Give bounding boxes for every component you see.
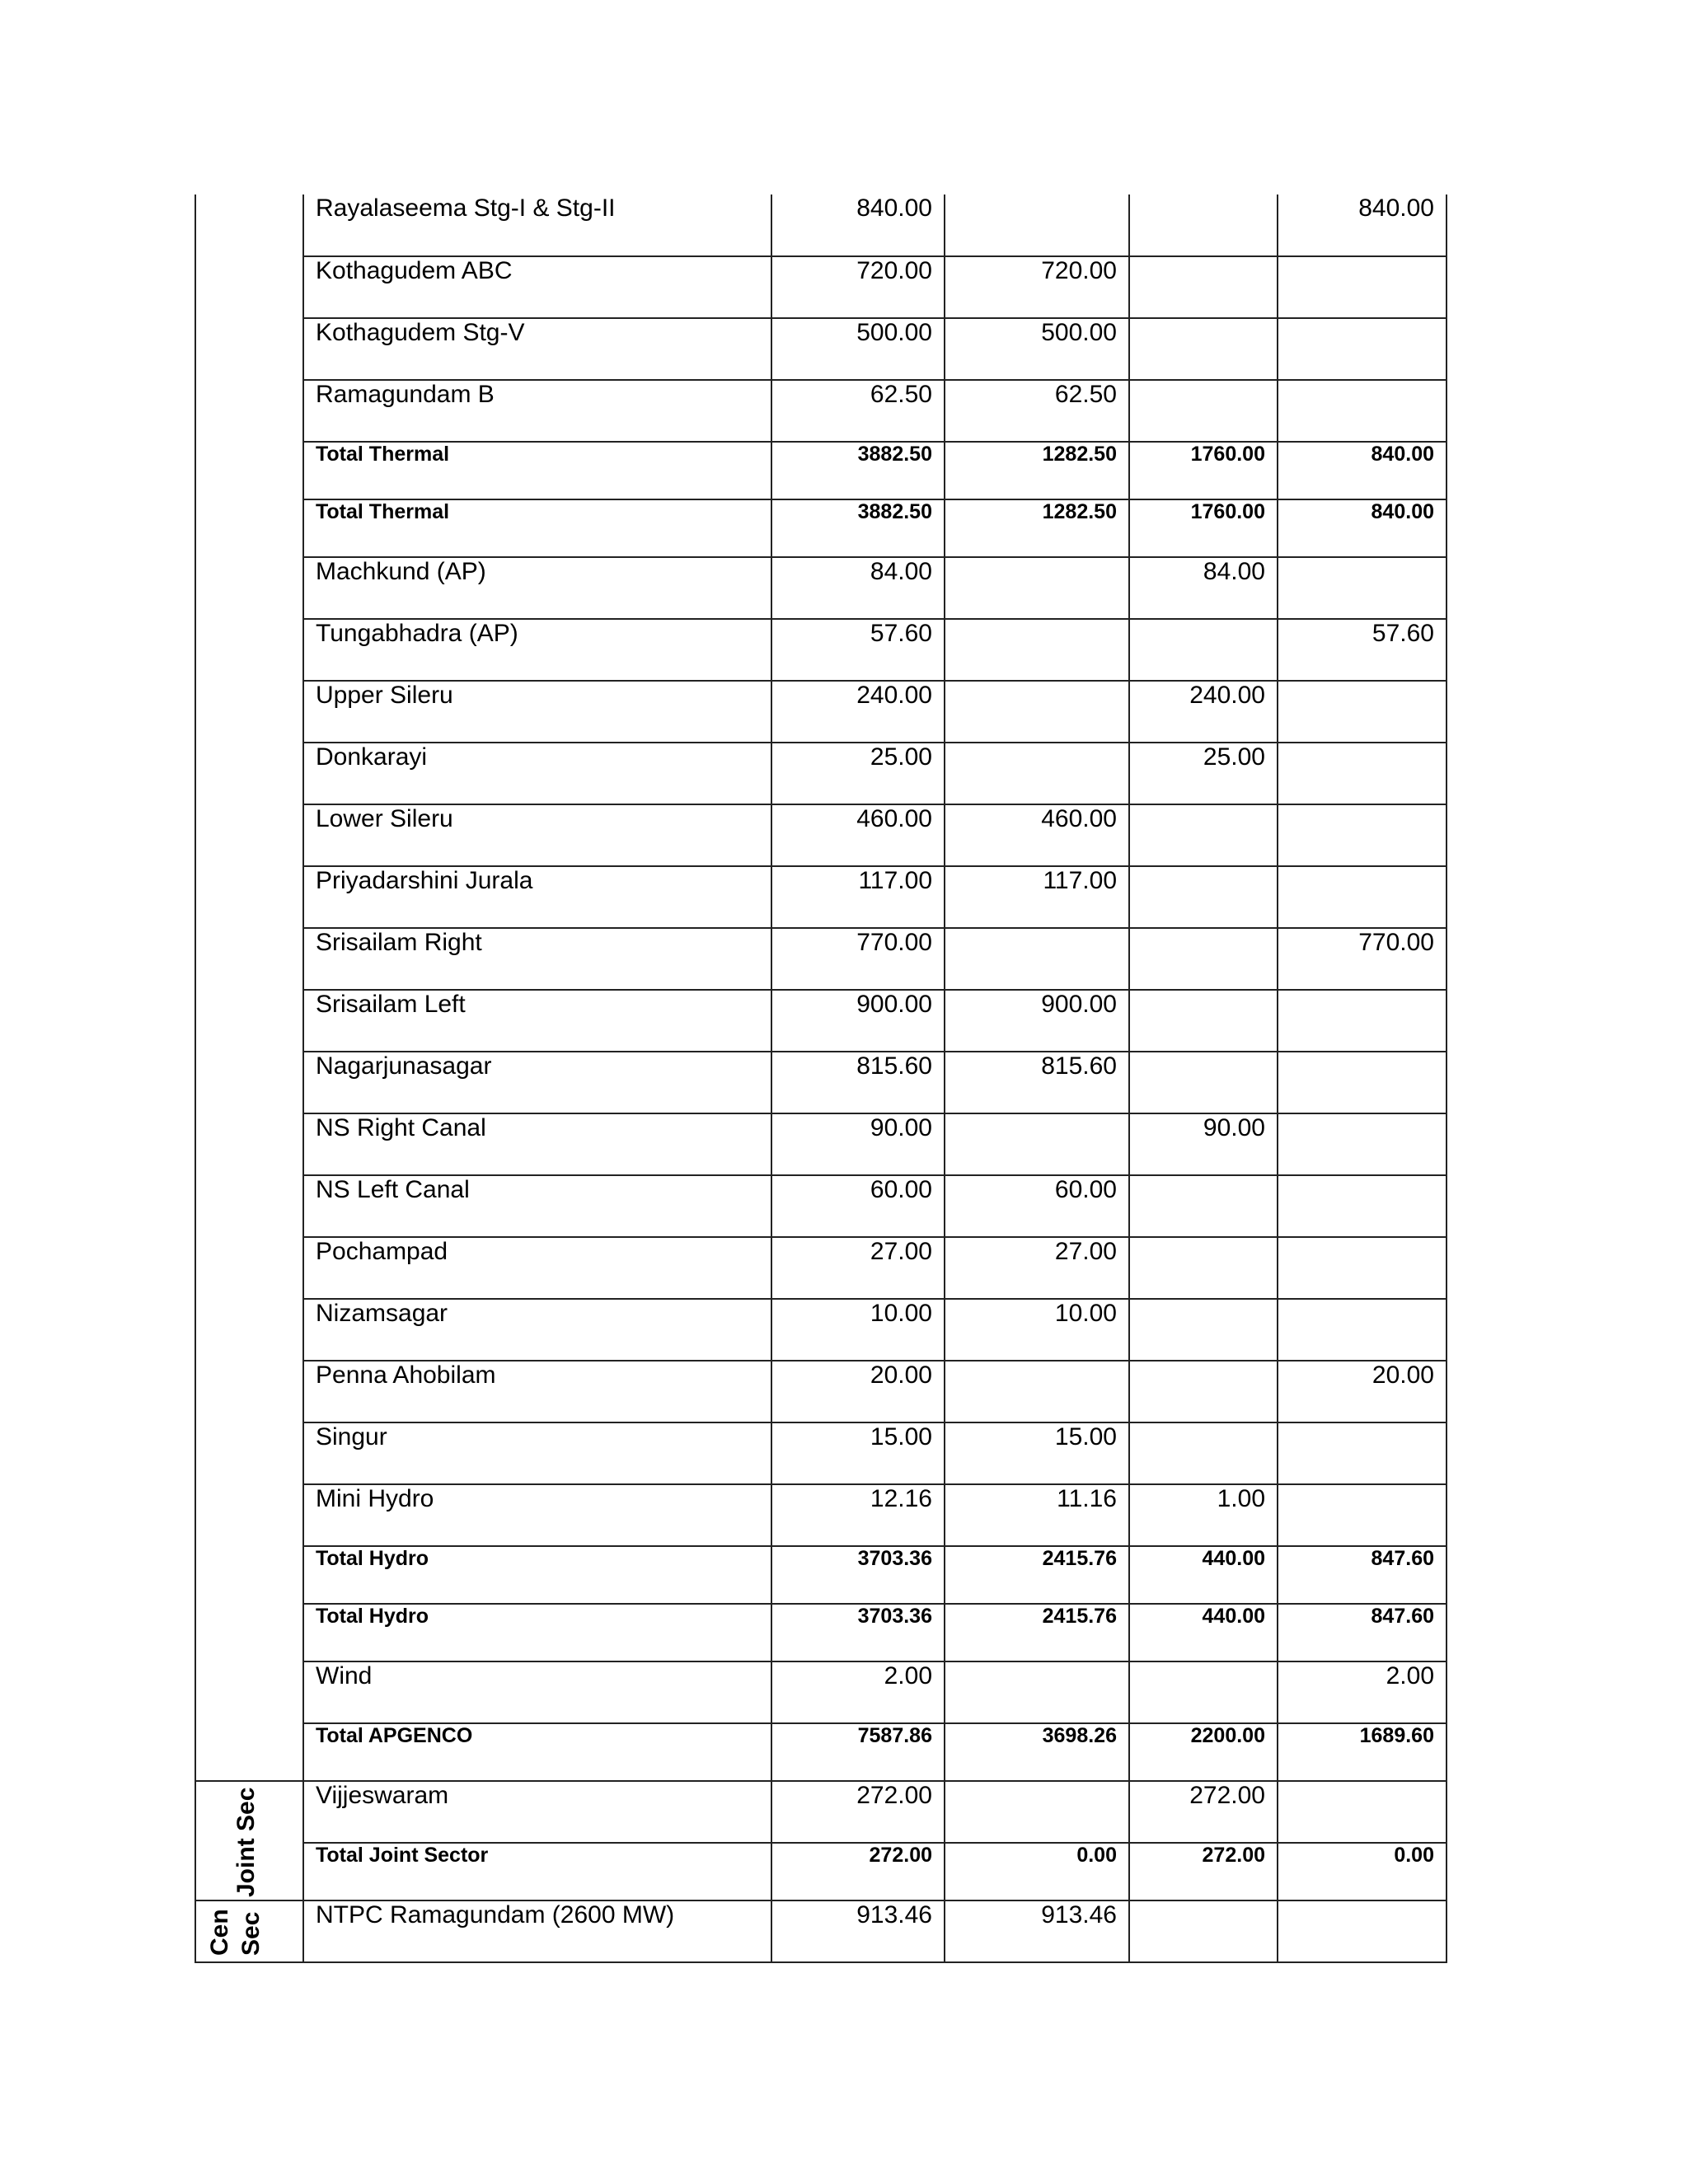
capacity-col-c-cell: 57.60 xyxy=(1278,619,1447,681)
capacity-total-cell: 900.00 xyxy=(771,990,945,1052)
capacity-col-a-cell: 913.46 xyxy=(945,1900,1129,1962)
station-name-cell: Ramagundam B xyxy=(303,380,771,442)
capacity-col-c-cell xyxy=(1278,1422,1447,1484)
capacity-col-a-cell: 27.00 xyxy=(945,1237,1129,1299)
station-name-cell: Total Thermal xyxy=(303,499,771,557)
capacity-col-a-cell: 60.00 xyxy=(945,1175,1129,1237)
capacity-total-cell: 57.60 xyxy=(771,619,945,681)
capacity-col-b-cell: 1760.00 xyxy=(1129,499,1278,557)
capacity-col-b-cell: 1760.00 xyxy=(1129,442,1278,499)
table-total-row xyxy=(195,442,1447,499)
table-row xyxy=(195,318,1447,380)
table-row xyxy=(195,1781,1447,1843)
capacity-col-c-cell: 770.00 xyxy=(1278,928,1447,990)
table-total-row xyxy=(195,1723,1447,1781)
capacity-col-a-cell xyxy=(945,1781,1129,1843)
station-name-cell: Total Hydro xyxy=(303,1604,771,1661)
table-row xyxy=(195,194,1447,256)
capacity-col-a-cell: 3698.26 xyxy=(945,1723,1129,1781)
capacity-col-b-cell xyxy=(1129,1299,1278,1361)
station-name-cell: Total Joint Sector xyxy=(303,1843,771,1900)
capacity-col-b-cell xyxy=(1129,318,1278,380)
table-row xyxy=(195,1052,1447,1113)
table-row xyxy=(195,1237,1447,1299)
capacity-col-a-cell: 1282.50 xyxy=(945,499,1129,557)
capacity-col-a-cell: 815.60 xyxy=(945,1052,1129,1113)
sector-cell-apgenco xyxy=(195,194,303,1781)
station-name-cell: Srisailam Right xyxy=(303,928,771,990)
capacity-col-a-cell: 2415.76 xyxy=(945,1604,1129,1661)
capacity-total-cell: 500.00 xyxy=(771,318,945,380)
table-row xyxy=(195,1900,1447,1962)
table-row xyxy=(195,1113,1447,1175)
capacity-col-b-cell xyxy=(1129,1361,1278,1422)
capacity-total-cell: 90.00 xyxy=(771,1113,945,1175)
capacity-total-cell: 3882.50 xyxy=(771,442,945,499)
capacity-col-a-cell: 500.00 xyxy=(945,318,1129,380)
capacity-col-c-cell xyxy=(1278,1237,1447,1299)
station-name-cell: Total APGENCO xyxy=(303,1723,771,1781)
capacity-total-cell: 913.46 xyxy=(771,1900,945,1962)
capacity-total-cell: 60.00 xyxy=(771,1175,945,1237)
table-row xyxy=(195,804,1447,866)
station-name-cell: Wind xyxy=(303,1661,771,1723)
station-name-cell: Upper Sileru xyxy=(303,681,771,743)
capacity-col-b-cell xyxy=(1129,1661,1278,1723)
sector-label-central-line1: Cen xyxy=(206,1909,233,1956)
capacity-col-b-cell xyxy=(1129,1900,1278,1962)
table-row xyxy=(195,866,1447,928)
station-name-cell: NTPC Ramagundam (2600 MW) xyxy=(303,1900,771,1962)
capacity-col-a-cell xyxy=(945,194,1129,256)
table-row xyxy=(195,928,1447,990)
capacity-total-cell: 3703.36 xyxy=(771,1604,945,1661)
capacity-col-b-cell xyxy=(1129,380,1278,442)
capacity-col-c-cell xyxy=(1278,1175,1447,1237)
station-name-cell: Total Hydro xyxy=(303,1546,771,1604)
capacity-col-c-cell xyxy=(1278,990,1447,1052)
capacity-col-c-cell xyxy=(1278,1299,1447,1361)
station-name-cell: Vijjeswaram xyxy=(303,1781,771,1843)
table-body xyxy=(195,194,1447,1962)
capacity-total-cell: 815.60 xyxy=(771,1052,945,1113)
station-name-cell: Total Thermal xyxy=(303,442,771,499)
capacity-col-b-cell: 440.00 xyxy=(1129,1604,1278,1661)
station-name-cell: Penna Ahobilam xyxy=(303,1361,771,1422)
capacity-col-b-cell: 1.00 xyxy=(1129,1484,1278,1546)
capacity-total-cell: 240.00 xyxy=(771,681,945,743)
capacity-total-cell: 460.00 xyxy=(771,804,945,866)
capacity-col-c-cell xyxy=(1278,1900,1447,1962)
capacity-col-b-cell: 240.00 xyxy=(1129,681,1278,743)
station-name-cell: Nagarjunasagar xyxy=(303,1052,771,1113)
capacity-col-c-cell xyxy=(1278,256,1447,318)
table-row xyxy=(195,256,1447,318)
capacity-col-b-cell: 25.00 xyxy=(1129,743,1278,804)
capacity-col-a-cell: 1282.50 xyxy=(945,442,1129,499)
capacity-col-c-cell: 847.60 xyxy=(1278,1546,1447,1604)
capacity-total-cell: 3882.50 xyxy=(771,499,945,557)
table-total-row xyxy=(195,1546,1447,1604)
table-row xyxy=(195,1299,1447,1361)
capacity-col-c-cell xyxy=(1278,1781,1447,1843)
capacity-col-c-cell: 840.00 xyxy=(1278,194,1447,256)
capacity-total-cell: 117.00 xyxy=(771,866,945,928)
station-name-cell: Rayalaseema Stg-I & Stg-II xyxy=(303,194,771,256)
capacity-total-cell: 27.00 xyxy=(771,1237,945,1299)
station-name-cell: Lower Sileru xyxy=(303,804,771,866)
station-name-cell: Donkarayi xyxy=(303,743,771,804)
station-name-cell: Kothagudem ABC xyxy=(303,256,771,318)
capacity-col-b-cell xyxy=(1129,256,1278,318)
capacity-col-b-cell xyxy=(1129,1237,1278,1299)
capacity-col-b-cell: 90.00 xyxy=(1129,1113,1278,1175)
sector-label-central-line2: Sec xyxy=(237,1911,265,1956)
capacity-col-a-cell: 15.00 xyxy=(945,1422,1129,1484)
capacity-col-c-cell xyxy=(1278,681,1447,743)
capacity-total-cell: 2.00 xyxy=(771,1661,945,1723)
capacity-col-a-cell xyxy=(945,1361,1129,1422)
table-row xyxy=(195,380,1447,442)
table-total-row xyxy=(195,1604,1447,1661)
table-row xyxy=(195,743,1447,804)
table-row xyxy=(195,681,1447,743)
capacity-col-c-cell xyxy=(1278,866,1447,928)
capacity-col-c-cell xyxy=(1278,380,1447,442)
table-total-row xyxy=(195,499,1447,557)
station-name-cell: Singur xyxy=(303,1422,771,1484)
capacity-col-a-cell: 900.00 xyxy=(945,990,1129,1052)
capacity-col-b-cell xyxy=(1129,194,1278,256)
capacity-col-c-cell: 840.00 xyxy=(1278,442,1447,499)
capacity-col-b-cell xyxy=(1129,1175,1278,1237)
capacity-col-a-cell xyxy=(945,681,1129,743)
capacity-col-b-cell: 272.00 xyxy=(1129,1843,1278,1900)
capacity-col-b-cell: 440.00 xyxy=(1129,1546,1278,1604)
table-row xyxy=(195,1422,1447,1484)
capacity-total-cell: 840.00 xyxy=(771,194,945,256)
capacity-col-b-cell xyxy=(1129,990,1278,1052)
capacity-col-a-cell: 460.00 xyxy=(945,804,1129,866)
station-name-cell: Srisailam Left xyxy=(303,990,771,1052)
capacity-col-a-cell: 10.00 xyxy=(945,1299,1129,1361)
capacity-total-cell: 272.00 xyxy=(771,1781,945,1843)
capacity-total-cell: 84.00 xyxy=(771,557,945,619)
capacity-total-cell: 7587.86 xyxy=(771,1723,945,1781)
capacity-col-b-cell xyxy=(1129,619,1278,681)
capacity-col-b-cell xyxy=(1129,804,1278,866)
capacity-col-c-cell: 1689.60 xyxy=(1278,1723,1447,1781)
capacity-col-a-cell: 117.00 xyxy=(945,866,1129,928)
table-row xyxy=(195,1361,1447,1422)
capacity-col-a-cell xyxy=(945,928,1129,990)
capacity-col-c-cell: 840.00 xyxy=(1278,499,1447,557)
capacity-table xyxy=(195,194,1447,1963)
capacity-col-c-cell: 2.00 xyxy=(1278,1661,1447,1723)
capacity-col-c-cell xyxy=(1278,1052,1447,1113)
capacity-total-cell: 10.00 xyxy=(771,1299,945,1361)
capacity-col-a-cell xyxy=(945,743,1129,804)
capacity-col-c-cell: 847.60 xyxy=(1278,1604,1447,1661)
table-row xyxy=(195,619,1447,681)
capacity-col-c-cell: 0.00 xyxy=(1278,1843,1447,1900)
capacity-total-cell: 25.00 xyxy=(771,743,945,804)
capacity-col-b-cell xyxy=(1129,928,1278,990)
capacity-total-cell: 272.00 xyxy=(771,1843,945,1900)
capacity-col-b-cell: 2200.00 xyxy=(1129,1723,1278,1781)
table-total-row xyxy=(195,1843,1447,1900)
capacity-col-a-cell: 720.00 xyxy=(945,256,1129,318)
sector-cell-joint xyxy=(195,1781,303,1900)
station-name-cell: Kothagudem Stg-V xyxy=(303,318,771,380)
capacity-col-b-cell xyxy=(1129,1422,1278,1484)
station-name-cell: NS Left Canal xyxy=(303,1175,771,1237)
capacity-col-c-cell: 20.00 xyxy=(1278,1361,1447,1422)
capacity-col-c-cell xyxy=(1278,804,1447,866)
sector-cell-central xyxy=(195,1900,303,1962)
station-name-cell: NS Right Canal xyxy=(303,1113,771,1175)
capacity-col-a-cell: 11.16 xyxy=(945,1484,1129,1546)
station-name-cell: Pochampad xyxy=(303,1237,771,1299)
capacity-col-a-cell xyxy=(945,619,1129,681)
capacity-col-c-cell xyxy=(1278,1113,1447,1175)
capacity-col-a-cell: 0.00 xyxy=(945,1843,1129,1900)
capacity-col-b-cell: 84.00 xyxy=(1129,557,1278,619)
sector-label-joint: Joint Sec xyxy=(232,1787,260,1897)
capacity-col-a-cell xyxy=(945,1113,1129,1175)
capacity-col-c-cell xyxy=(1278,743,1447,804)
station-name-cell: Priyadarshini Jurala xyxy=(303,866,771,928)
capacity-total-cell: 12.16 xyxy=(771,1484,945,1546)
capacity-col-b-cell xyxy=(1129,866,1278,928)
capacity-total-cell: 720.00 xyxy=(771,256,945,318)
capacity-col-c-cell xyxy=(1278,557,1447,619)
capacity-total-cell: 62.50 xyxy=(771,380,945,442)
capacity-col-b-cell xyxy=(1129,1052,1278,1113)
capacity-total-cell: 20.00 xyxy=(771,1361,945,1422)
table-row xyxy=(195,1661,1447,1723)
capacity-col-c-cell xyxy=(1278,1484,1447,1546)
capacity-col-a-cell xyxy=(945,1661,1129,1723)
table-row xyxy=(195,990,1447,1052)
station-name-cell: Machkund (AP) xyxy=(303,557,771,619)
capacity-col-b-cell: 272.00 xyxy=(1129,1781,1278,1843)
capacity-col-a-cell: 62.50 xyxy=(945,380,1129,442)
station-name-cell: Tungabhadra (AP) xyxy=(303,619,771,681)
capacity-col-c-cell xyxy=(1278,318,1447,380)
station-name-cell: Mini Hydro xyxy=(303,1484,771,1546)
table-row xyxy=(195,557,1447,619)
table-row xyxy=(195,1484,1447,1546)
capacity-total-cell: 3703.36 xyxy=(771,1546,945,1604)
capacity-col-a-cell: 2415.76 xyxy=(945,1546,1129,1604)
table-row xyxy=(195,1175,1447,1237)
capacity-total-cell: 770.00 xyxy=(771,928,945,990)
capacity-col-a-cell xyxy=(945,557,1129,619)
capacity-total-cell: 15.00 xyxy=(771,1422,945,1484)
station-name-cell: Nizamsagar xyxy=(303,1299,771,1361)
